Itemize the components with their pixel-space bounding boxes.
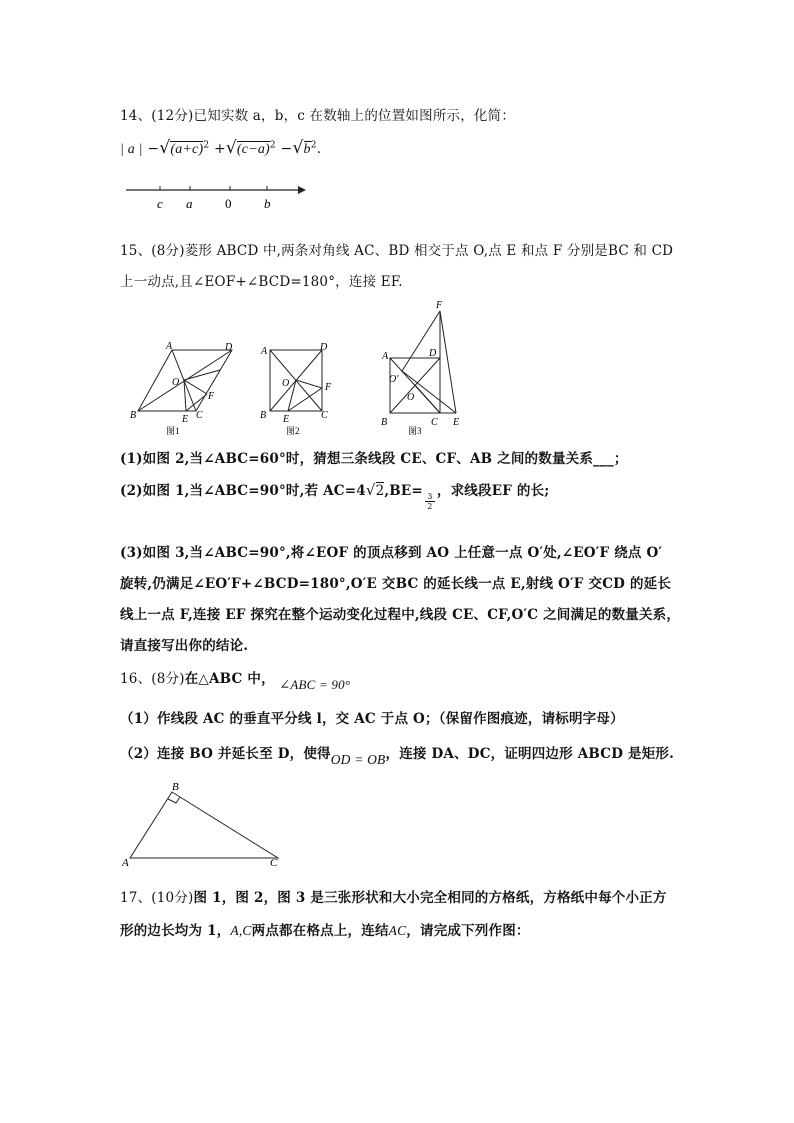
formula-plus: + — [213, 141, 226, 157]
svg-text:A: A — [261, 346, 268, 357]
q15-number: 15、(8分) — [120, 243, 185, 259]
q14-stem — [120, 104, 515, 124]
svg-text:A: A — [122, 857, 129, 869]
svg-text:F: F — [208, 391, 215, 402]
svg-text:C: C — [270, 857, 278, 869]
fig3-label-o-prime: O' — [389, 374, 399, 385]
formula-minus: − — [147, 141, 160, 157]
q15-figure-3 — [378, 298, 478, 438]
numberline-label-c: c — [157, 196, 163, 211]
svg-text:F: F — [325, 382, 332, 393]
q15-part3-line4: 请直接写出你的结论. — [120, 638, 249, 654]
q15-figure-1 — [130, 342, 240, 437]
svg-text:E: E — [182, 414, 189, 425]
numberline-label-b: b — [264, 196, 271, 211]
q14-formula: | a | $-√(a+c)^2 +√(c-a)^2 -√b^2$. — [120, 138, 322, 158]
formula-sqrt3: b — [303, 142, 311, 157]
svg-text:C: C — [196, 410, 203, 421]
svg-text:B: B — [260, 410, 267, 421]
svg-text:C: C — [431, 417, 438, 428]
q15-figure-2 — [258, 342, 338, 437]
svg-text:A: A — [382, 351, 389, 362]
svg-text:A: A — [166, 342, 173, 352]
svg-text:B: B — [172, 781, 179, 793]
number-line — [120, 178, 320, 212]
svg-text:D: D — [225, 342, 233, 353]
svg-text:E: E — [283, 414, 290, 425]
svg-text:D: D — [429, 348, 437, 359]
q16-angle: ∠ABC = 90° — [279, 677, 351, 692]
q16-part1: （1）作线段 AC 的垂直平分线 l，交 AC 于点 O；（保留作图痕迹，请标明字母） — [120, 711, 624, 727]
q15-line1: 15、(8分)菱形 ABCD 中,两条对角线 AC、BD 相交于点 O,点 E 和点 F 分别是BC 和 CD — [120, 243, 674, 259]
q16-part2: （2）连接 BO 并延长至 D，使得OD = OB，连接 DA、DC，证明四边形 ABCD 是矩形. — [120, 746, 675, 767]
q15-part3-line3: 线上一点 F,连接 EF 探究在整个运动变化过程中,线段 CE、CF,O′C 之间满足的数量关系， — [120, 607, 681, 623]
svg-text:F: F — [436, 300, 443, 311]
q14-text: 已知实数 a，b，c 在数轴上的位置如图所示，化简： — [193, 108, 516, 124]
formula-sqrt1: (a+c) — [170, 142, 204, 157]
numberline-label-a: a — [186, 196, 193, 211]
svg-text:B: B — [381, 417, 388, 428]
q17-line2: 形的边长均为 1，A,C两点都在格点上，连结AC，请完成下列作图： — [120, 923, 530, 939]
svg-text:O: O — [407, 392, 415, 403]
fig1-caption: 图1 — [166, 426, 180, 436]
q17-line1: 17、(10分)图 1，图 2，图 3 是三张形状和大小完全相同的方格纸，方格纸中每个小正方 — [120, 890, 667, 906]
q15-part1: (1)如图 2,当∠ABC=60°时，猜想三条线段 CE、CF、AB 之间的数量关系___； — [120, 451, 628, 467]
svg-text:B: B — [130, 410, 137, 421]
svg-text:E: E — [453, 417, 460, 428]
q16-stem: 16、(8分)在△ABC 中， ∠ABC = 90° — [120, 671, 351, 692]
formula-sqrt2: (c−a) — [236, 142, 270, 157]
formula-minus2: − — [280, 141, 293, 157]
svg-text:C: C — [321, 410, 328, 421]
svg-text:O: O — [282, 378, 290, 389]
fig3-caption: 图3 — [408, 426, 422, 436]
q15-part3-line1: (3)如图 3,当∠ABC=90°,将∠EOF 的顶点移到 AO 上任意一点 O′处,∠EO′F 绕点 O′ — [120, 545, 663, 561]
numberline-label-0: 0 — [225, 196, 232, 211]
q15-part2: (2)如图 1,当∠ABC=90°时,若 AC=4√2,BE= $\frac{3}{2}$ ，求线段EF 的长; — [120, 481, 550, 511]
q15-line2: 上一动点,且∠EOF+∠BCD=180°，连接 EF. — [120, 274, 403, 290]
svg-text:D: D — [320, 342, 328, 353]
fig2-caption: 图2 — [286, 426, 300, 436]
q15-part3-line2: 旋转,仍满足∠EO′F+∠BCD=180°,O′E 交BC 的延长线一点 E,射线 O′F 交CD 的延长 — [120, 576, 672, 592]
formula-abs: | a | — [120, 142, 143, 157]
svg-text:O: O — [172, 377, 180, 388]
q16-triangle — [120, 780, 290, 870]
q14-number: 14、(12分) — [120, 108, 194, 124]
